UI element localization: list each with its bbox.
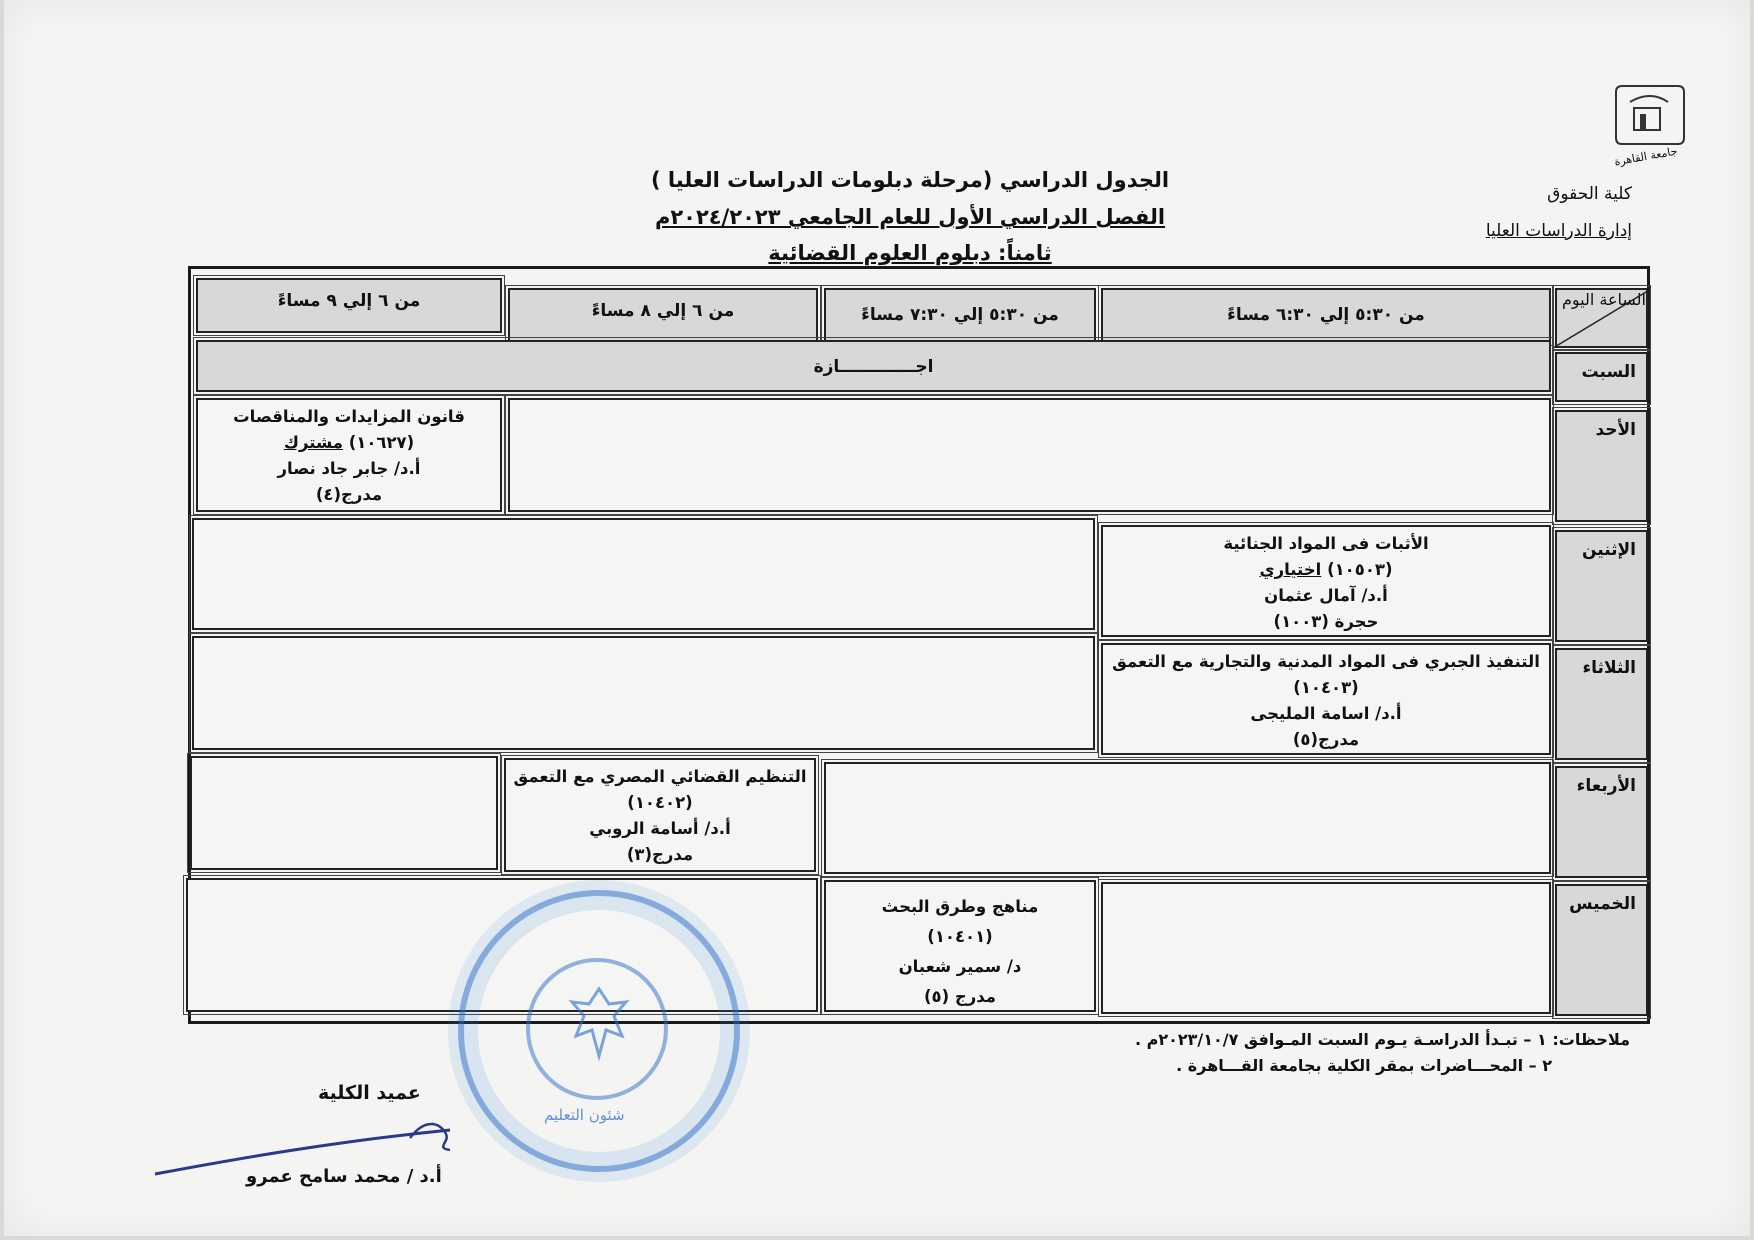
day-wednesday — [1555, 766, 1648, 878]
monday-course — [1101, 525, 1551, 637]
course-code: (١٠٤٠٢) — [627, 793, 693, 812]
wednesday-empty — [824, 762, 1551, 874]
corner-header — [1555, 288, 1648, 348]
course-code-line — [198, 430, 500, 456]
sunday-empty — [508, 398, 1551, 512]
department-name: إدارة الدراسات العليا — [1485, 221, 1632, 241]
monday-empty — [192, 518, 1095, 630]
university-logo — [1610, 78, 1690, 168]
dean-name: أ.د / محمد سامح عمرو — [246, 1166, 442, 1187]
course-code: (١٠٥٠٣) — [1327, 560, 1393, 579]
holiday-label: اجـــــــــــــازة — [813, 357, 934, 377]
day-thursday-label: الخميس — [1569, 894, 1636, 914]
course-professor: أ.د/ جابر جاد نصار — [277, 459, 421, 478]
time-slot-4 — [196, 278, 502, 333]
semester-title: الفصل الدراسي الأول للعام الجامعي ٢٠٢٤/٢٠٢٣م — [654, 205, 1166, 229]
day-wednesday-label: الأربعاء — [1576, 776, 1636, 796]
course-title: الأثبات فى المواد الجنائية — [1223, 534, 1429, 553]
thursday-empty — [1101, 882, 1551, 1014]
saturday-holiday — [196, 340, 1551, 392]
sunday-course — [196, 398, 502, 512]
official-stamp — [458, 890, 740, 1172]
schedule-title: الجدول الدراسي (مرحلة دبلومات الدراسات العليا ) — [650, 168, 1170, 192]
course-room: مدرج (٥) — [923, 987, 997, 1006]
time-slot-2-label: من ٥:٣٠ إلي ٧:٣٠ مساءً — [861, 305, 1059, 325]
dean-title: عميد الكلية — [318, 1082, 421, 1104]
course-type: مشترك — [283, 433, 343, 452]
day-sunday-label: الأحد — [1595, 420, 1636, 440]
day-label: اليوم — [1561, 290, 1595, 309]
course-room: مدرج(٤) — [315, 485, 383, 504]
faculty-name: كلية الحقوق — [1547, 184, 1632, 204]
wednesday-empty-left — [190, 756, 498, 870]
course-code-line — [1103, 557, 1549, 583]
time-slot-1 — [1101, 288, 1551, 343]
tuesday-course — [1101, 643, 1551, 755]
course-room: مدرج(٥) — [1292, 730, 1360, 749]
course-title: قانون المزايدات والمناقصات — [233, 407, 465, 426]
time-slot-3-label: من ٦ إلي ٨ مساءً — [591, 301, 735, 321]
day-monday — [1555, 530, 1648, 642]
course-room: حجرة (١٠٠٣) — [1273, 612, 1379, 631]
time-slot-2 — [824, 288, 1096, 343]
day-tuesday — [1555, 648, 1648, 760]
logo-text: جامعة القاهرة — [1613, 144, 1679, 169]
day-tuesday-label: الثلاثاء — [1582, 658, 1636, 678]
day-sunday — [1555, 410, 1648, 522]
course-code: (١٠٤٠٣) — [1293, 678, 1359, 697]
day-monday-label: الإثنين — [1581, 540, 1636, 560]
course-title: التنفيذ الجبري فى المواد المدنية والتجارية مع التعمق — [1112, 652, 1540, 671]
course-professor: أ.د/ اسامة المليجى — [1250, 704, 1402, 723]
course-professor: أ.د/ آمال عثمان — [1264, 586, 1388, 605]
note-line-2: ٢ – المحـــاضرات بمقر الكلية بجامعة القـــاهرة . — [1176, 1056, 1552, 1075]
course-professor: د/ سمير شعبان — [898, 957, 1022, 976]
tuesday-empty — [192, 636, 1095, 750]
wednesday-course — [504, 758, 816, 872]
course-room: مدرج(٣) — [626, 845, 694, 864]
day-saturday-label: السبت — [1581, 362, 1636, 382]
hour-label: الساعة — [1599, 290, 1646, 309]
stamp-text: شئون التعليم — [544, 1106, 625, 1124]
time-slot-4-label: من ٦ إلي ٩ مساءً — [277, 291, 421, 311]
day-saturday — [1555, 352, 1648, 402]
time-slot-3 — [508, 288, 818, 343]
day-thursday — [1555, 884, 1648, 1016]
diploma-title: ثامناً: دبلوم العلوم القضائية — [768, 241, 1052, 265]
course-title: التنظيم القضائي المصري مع التعمق — [513, 767, 807, 786]
time-slot-1-label: من ٥:٣٠ إلي ٦:٣٠ مساءً — [1227, 305, 1425, 325]
course-title: مناهج وطرق البحث — [881, 897, 1039, 916]
course-code: (١٠٦٢٧) — [348, 433, 415, 452]
course-professor: أ.د/ أسامة الروبي — [589, 819, 731, 838]
thursday-course — [824, 880, 1096, 1012]
course-code: (١٠٤٠١) — [927, 927, 993, 946]
course-type: اختياري — [1259, 560, 1322, 579]
eagle-icon — [564, 984, 634, 1064]
note-line-1: ملاحظات: ١ – تبـدأ الدراسـة يـوم السبت المـوافق ٢٠٢٣/١٠/٧م . — [1134, 1030, 1630, 1049]
